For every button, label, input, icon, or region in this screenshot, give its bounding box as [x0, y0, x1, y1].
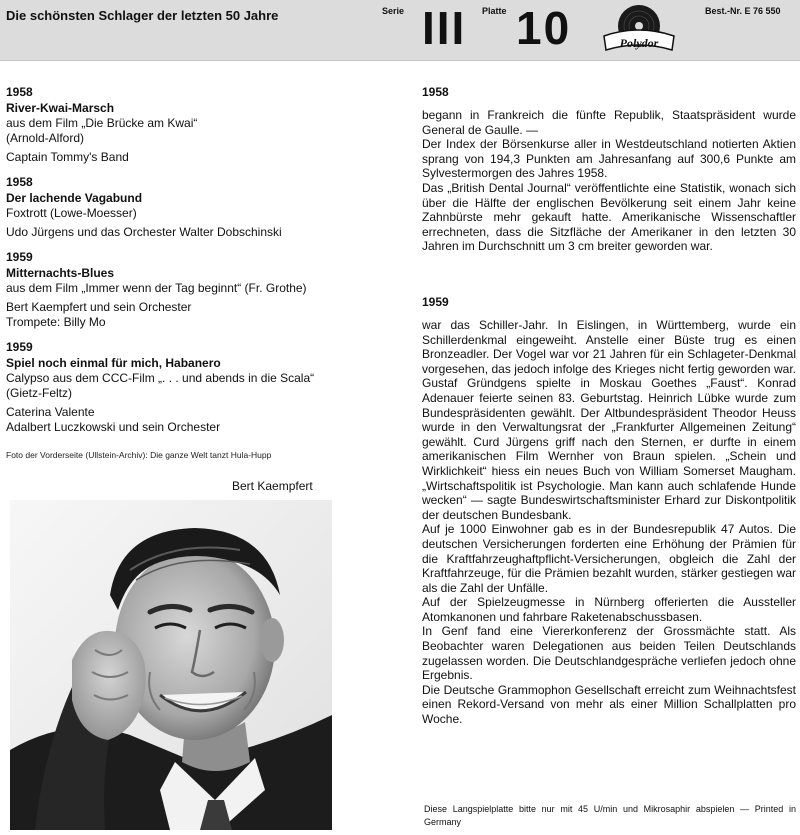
track-info: Foxtrott (Lowe-Moesser) — [6, 206, 137, 220]
photo-caption: Bert Kaempfert — [232, 479, 313, 493]
serie-number: III — [422, 2, 467, 54]
chronicle-year: 1958 — [422, 85, 449, 99]
playback-note: Diese Langspielplatte bitte nur mit 45 U/min und Mikrosaphir abspielen — Printed in Germany — [424, 804, 796, 827]
track-info: aus dem Film „Die Brücke am Kwai“ — [6, 116, 198, 130]
track-info: (Gietz-Feltz) — [6, 386, 72, 400]
chronicle-1958 — [422, 84, 796, 254]
track-title: Der lachende Vagabund — [6, 191, 143, 205]
track-year: 1959 — [6, 340, 33, 354]
chronicle-paragraph: begann in Frankreich die fünfte Republik, Staatspräsident wurde General de Gaulle. — — [422, 108, 796, 137]
polydor-logo-text: Polydor — [619, 36, 659, 50]
chronicle-paragraph: war das Schiller-Jahr. In Eislingen, in Württemberg, wurde ein Schillerdenkmal eingeweiht. Anstelle einer Büste trug es einen Bronzeadler. Der Vogel war vor 21 Jahren für ein Schlageter-Denkmal vorgesehen, das jedoch infolge des Krieges nicht fertig geworden war. Gustaf Gründgens spielte in Moskau Goethes „Faust“. Konrad Adenauer feierte seinen 83. Geburtstag. Heinrich Lübke wurde zum Bundespräsidenten gewählt. Der Altbundespräsident Theodor Heuss wurde in den Verwaltungsrat der „Frankfurter Allgemeinen Zeitung“ gewählt. Curd Jürgens griff nach den Sternen, er durfte in einem amerikanischen Film Wernher von Braun spielen. „Schein und Wirklichkeit“ hiess ein neues Buch von William Somerset Maugham. „Wirtschaftspolitik ist Psychologie. Man kann auch schlafende Hunde wecken“ — sagte Bundeswirtschaftsminister Erhard zur Diskontpolitik der deutschen Bundesbank. — [422, 318, 796, 522]
track-info: Calypso aus dem CCC-Film „. . . und abends in die Scala“ — [6, 371, 315, 385]
chronicle-year: 1959 — [422, 295, 449, 309]
track-entry — [6, 84, 401, 165]
order-number: Best.-Nr. E 76 550 — [705, 6, 781, 16]
track-year: 1959 — [6, 250, 33, 264]
series-title: Die schönsten Schlager der letzten 50 Jahre — [6, 8, 279, 23]
track-artist: Adalbert Luczkowski und sein Orchester — [6, 420, 221, 434]
track-artist: Captain Tommy's Band — [6, 150, 129, 164]
header-bar — [0, 0, 800, 61]
polydor-logo — [598, 2, 680, 58]
track-list — [6, 84, 401, 444]
track-artist: Udo Jürgens und das Orchester Walter Dobschinski — [6, 225, 282, 239]
track-title: Mitternachts-Blues — [6, 266, 115, 280]
portrait-photo — [10, 500, 332, 830]
track-info: aus dem Film „Immer wenn der Tag beginnt“ (Fr. Grothe) — [6, 281, 307, 295]
serie-label: Serie — [382, 6, 405, 16]
track-info: (Arnold-Alford) — [6, 131, 85, 145]
track-artist: Bert Kaempfert und sein Orchester — [6, 300, 192, 314]
track-entry — [6, 249, 401, 330]
chronicle-paragraph: Das „British Dental Journal“ veröffentlichte eine Statistik, wonach sich über die Hälfte der englischen Bevölkerung seit einem Jahr keine Zahnbürste mehr gekauft hatte. Amerikanische Wissenschaftler errechneten, dass die Sitzfläche der Amerikaner in den letzten 30 Jahren im Durchschnitt um 3 cm breiter geworden war. — [422, 180, 796, 254]
chronicle-1959 — [422, 294, 796, 727]
chronicle-paragraph: Der Index der Börsenkurse aller in Westdeutschland notierten Aktien sprang von 194,3 Punkten am Jahresanfang auf 300,6 Punkte am Sylvestermorgen des Jahres 1958. — [422, 137, 796, 181]
track-year: 1958 — [6, 175, 33, 189]
chronicle-paragraph: Auf der Spielzeugmesse in Nürnberg offerierten die Aussteller Atomkanonen und fahrbare Raketenabschussbasen. — [422, 595, 796, 624]
platte-label: Platte — [482, 6, 507, 16]
track-entry — [6, 339, 401, 435]
platte-number: 10 — [516, 2, 572, 54]
track-title: River-Kwai-Marsch — [6, 101, 115, 115]
track-entry — [6, 174, 401, 240]
track-year: 1958 — [6, 85, 33, 99]
photo-credit: Foto der Vorderseite (Ullstein-Archiv): Die ganze Welt tanzt Hula-Hupp — [6, 450, 272, 460]
track-title: Spiel noch einmal für mich, Habanero — [6, 356, 221, 370]
chronicle-paragraph: Auf je 1000 Einwohner gab es in der Bundesrepublik 47 Autos. Die deutschen Versicherungen forderten eine Erhöhung der Prämien für die Kraftfahrzeughaftpflicht-Versicherungen, obgleich die Zahl der Kraftfahrzeuge, für die Prämien bezahlt wurden, stärker gestiegen war als die Zahl der Unfälle. — [422, 522, 796, 595]
chronicle-paragraph: Die Deutsche Grammophon Gesellschaft erreicht zum Weihnachtsfest einen Rekord-Versand von mehr als einer Million Schallplatten pro Woche. — [422, 682, 796, 727]
chronicle-paragraph: In Genf fand eine Viererkonferenz der Grossmächte statt. Als Beobachter waren Delegationen aus beiden Teilen Deutschlands zugelassen worden. Die Deutschlandgespräche verliefen jedoch ohne Ergebnis. — [422, 624, 796, 683]
track-artist: Trompete: Billy Mo — [6, 315, 106, 329]
track-artist: Caterina Valente — [6, 405, 95, 419]
